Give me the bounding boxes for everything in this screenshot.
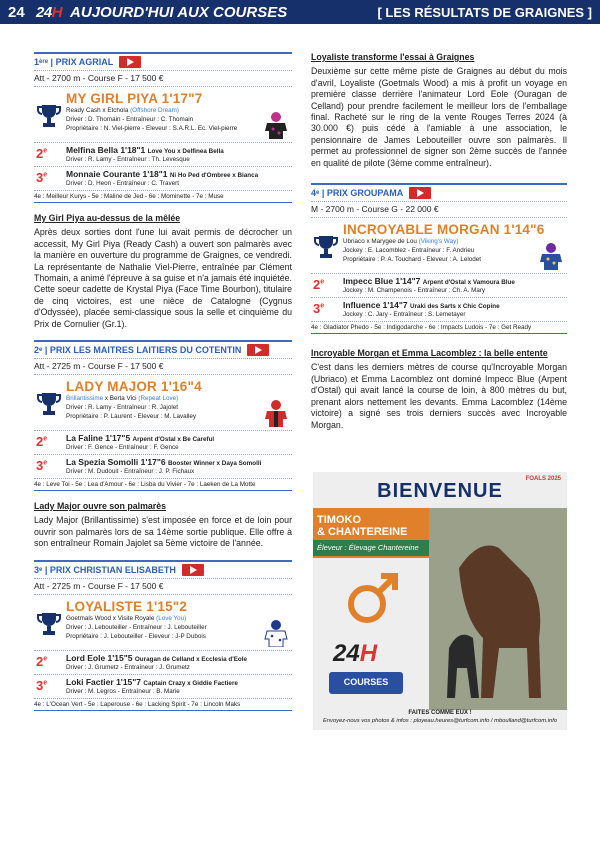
jockey-silk-icon bbox=[264, 399, 288, 427]
jockey-silk-icon bbox=[264, 619, 288, 647]
male-symbol-icon bbox=[343, 568, 403, 628]
ad-breeder: Éleveur : Élevage Chantereine bbox=[313, 540, 445, 556]
race-info: Att - 2725 m - Course F - 17 500 € bbox=[34, 358, 292, 375]
article: My Girl Piya au-dessus de la mêlée Après deux sorties dont l'une lui avait permis de décrocher un accessit, My Girl Piya (Ready Cash) a ouvert son palmarès avec la manière en ouverture du programme de Graignes, ce vendredi. La représentante de Nathalie Viel-Pierre, entraînée par Clément Thomain, a animé l'épreuve à sa guise et n'a jamais été inquiétée. Cette soeur cadette de Krystal Piya (Face Time Bourbon), titulaire de cinq victoires, est une nièce de Catalogne (Cygnus d'Odyssée), placée semi-classique sous la selle et cinquième du Prix de Cornulier (Gr.1). bbox=[34, 213, 292, 329]
winner-name: LADY MAJOR 1'16"4 bbox=[66, 379, 202, 395]
page-number: 24 bbox=[8, 3, 25, 21]
other-finishers: 4e : Gladiator Phedo - 5e : Indigodarche - 6e : Impacts Ludois - 7e : Get Ready bbox=[311, 322, 567, 334]
winner-block: INCROYABLE MORGAN 1'14"6 Ubriaco x Marygee de Lou (Viking's Way) Jockey : E. Lacomblez - Entraîneur : F. Andrieu Propriétaire : P. A. Touchard - Eleveur : A. Lelodet bbox=[311, 218, 567, 274]
race-info: Att - 2700 m - Course F - 17 500 € bbox=[34, 70, 292, 87]
race-title: 4 e | PRIX GROUPAMA bbox=[311, 185, 567, 201]
ad-footer-title: FAITES COMME EUX ! bbox=[408, 710, 472, 716]
winner-driver: Driver : D. Thomain - Entraîneur : C. Thomain bbox=[66, 116, 194, 123]
trophy-icon bbox=[36, 391, 62, 417]
ad-tag: FOALS 2025 bbox=[525, 476, 561, 482]
right-column bbox=[311, 52, 567, 431]
race-title: 2 e | PRIX LES MAITRES LAITIERS DU COTENTIN bbox=[34, 342, 292, 358]
trophy-icon bbox=[313, 234, 339, 260]
race-title: 3 e | PRIX CHRISTIAN ELISABETH bbox=[34, 562, 292, 578]
other-finishers: 4e : L'Ocean Vert - 5e : Laperouse - 6e : Lacking Spirit - 7e : Lincoln Maks bbox=[34, 699, 292, 711]
place-3: 3e Monnaie Courante 1'18"1 Ni Ho Ped d'Ombree x Bianca Driver : D. Heon - Entraîneur : C. Travert bbox=[34, 167, 292, 191]
ad-headline: BIENVENUE bbox=[377, 480, 503, 502]
race-card bbox=[34, 340, 292, 491]
left-column bbox=[34, 52, 292, 711]
jockey-silk-icon bbox=[539, 242, 563, 270]
place-2: 2e Melfina Bella 1'18"1 Love You x Delfinea Bella Driver : R. Lamy - Entraîneur : Th. Levesque bbox=[34, 143, 292, 167]
winner-block: MY GIRL PIYA 1'17"7 Ready Cash x Etchola (Offshore Dream) Driver : D. Thomain - Entraîneur : C. Thomain Propriétaire : N. Viel-pierre - Eleveur : S.A.R.L. Ec. Viel-pierre bbox=[34, 87, 292, 143]
race-info: M - 2700 m - Course G - 22 000 € bbox=[311, 201, 567, 218]
brand-logo: 24H bbox=[36, 3, 63, 21]
race-card bbox=[311, 183, 567, 334]
brand-logo: 24H bbox=[333, 640, 378, 667]
video-play-icon[interactable] bbox=[119, 56, 141, 68]
trophy-icon bbox=[36, 611, 62, 637]
winner-owner: Propriétaire : N. Viel-pierre - Eleveur : S.A.R.L. Ec. Viel-pierre bbox=[66, 125, 238, 132]
winner-name: INCROYABLE MORGAN 1'14"6 bbox=[343, 222, 545, 238]
winner-name: LOYALISTE 1'15"2 bbox=[66, 598, 188, 614]
ad-footer-contact: Envoyez-nous vos photos & infos : ployeau.heures@turfcom.info / mboulland@turfcom.info bbox=[322, 718, 558, 724]
article: Incroyable Morgan et Emma Lacomblez : la belle entente C'est dans les derniers mètres de course qu'Incroyable Morgan (Ubriaco) et Emma Lacomblez ont dominé Impecc Blue (Arpent d'Ostal) qui avait lancé la course de loin, à 800 mètres du but, prenant alors nettement les devants. Emma Lacomblez (14ème victoire) a signé ses trois derniers succès avec Incroyable Morgan. bbox=[311, 348, 567, 430]
trophy-icon bbox=[36, 103, 62, 129]
winner-block: LOYALISTE 1'15"2 Goetmals Wood x Visite Royale (Love You) Driver : J. Lebouteiller - Entraîneur : J. Lebouteiller Propriétaire : J. Lebouteiller - Eleveur : J-P Dubois bbox=[34, 595, 292, 651]
place-2: 2e Impecc Blue 1'14"7 Arpent d'Ostal x Vamoura Blue Jockey : M. Champenois - Entraîneur : Ch. A. Mary bbox=[311, 274, 567, 298]
results-title: [ LES RÉSULTATS DE GRAIGNES ] bbox=[377, 4, 592, 20]
place-3: 3e La Spezia Somolli 1'17"6 Booster Winner x Daya Somolli Driver : M. Dudouit - Entraîneur : J. P. Fichaux bbox=[34, 455, 292, 479]
place-2: 2e Lord Eole 1'15"5 Ouragan de Celland x Ecclesia d'Eole Driver : J. Grumetz - Entraîneur : J. Grumetz bbox=[34, 651, 292, 675]
jockey-silk-icon bbox=[264, 111, 288, 139]
video-play-icon[interactable] bbox=[182, 564, 204, 576]
horse-photo bbox=[429, 508, 567, 710]
race-card bbox=[34, 52, 292, 203]
winner-name: MY GIRL PIYA 1'17"7 bbox=[66, 91, 203, 106]
place-3: 3e Influence 1'14"7 Uraki des Sarts x Chic Copine Jockey : C. Jary - Entraîneur : S. Lemetayer bbox=[311, 298, 567, 322]
video-play-icon[interactable] bbox=[409, 187, 431, 199]
video-play-icon[interactable] bbox=[247, 344, 269, 356]
race-info: Att - 2725 m - Course F - 17 500 € bbox=[34, 578, 292, 595]
article: Loyaliste transforme l'essai à Graignes Deuxième sur cette même piste de Graignes au début du mois d'avril, Loyaliste (Goetmals Wood) a mis à profit un voyage en première classe derrière l'animateur Lord Eole (Ouragan de Celland) pour prendre facilement le meilleur lors de l'emballage final. Racheté sur le ring de la vente Rouges Terres 2024 (à 30.000 €) puis cédé à l'amiable à une association, le pensionnaire de James Lebouteiller ouvre son palmarès. Il permet au professionnel de signer son 2ème succès de l'année en qualité de pilote (3ème comme entraîneur). bbox=[311, 52, 567, 168]
race-title: 1 ère | PRIX AGRIAL bbox=[34, 54, 292, 70]
place-3: 3e Loki Factier 1'15"7 Captain Crazy x Giddie Factiere Driver : M. Legros - Entraîneur : B. Marie bbox=[34, 675, 292, 699]
other-finishers: 4e : Meilleur Kurys - 5e : Maline de Jed - 6e : Mominette - 7e : Muse bbox=[34, 191, 292, 203]
article: Lady Major ouvre son palmarès Lady Major (Brillantissime) s'est imposée en force et de loin pour ouvrir son palmarès lors de sa 14ème sortie publique. Elle offre à son entraîneur Romain Jajolet sa 5ème victoire de l'année. bbox=[34, 501, 292, 549]
other-finishers: 4e : Leve Toi - 5e : Lea d'Amour - 6e : Lisba du Vivier - 7e : Laeken de La Motte bbox=[34, 479, 292, 491]
place-2: 2e La Faline 1'17"5 Arpent d'Ostal x Be Careful Driver : F. Gence - Entraîneur : F. Gence bbox=[34, 431, 292, 455]
courses-logo: COURSES bbox=[329, 672, 403, 694]
page-header bbox=[0, 0, 600, 24]
winner-block: LADY MAJOR 1'16"4 Brillantissime x Berta Vici (Repeat Love) Driver : R. Lamy - Entraîneur : R. Jajolet Propriétaire : P. Laurent - Eleveur : M. Lavalley bbox=[34, 375, 292, 431]
ad-name-box: TIMOKO & CHANTEREINE bbox=[313, 508, 445, 558]
horse-silhouette-icon bbox=[429, 508, 567, 710]
section-title: AUJOURD'HUI AUX COURSES bbox=[70, 3, 288, 21]
advertisement[interactable] bbox=[313, 472, 567, 730]
race-card bbox=[34, 560, 292, 711]
